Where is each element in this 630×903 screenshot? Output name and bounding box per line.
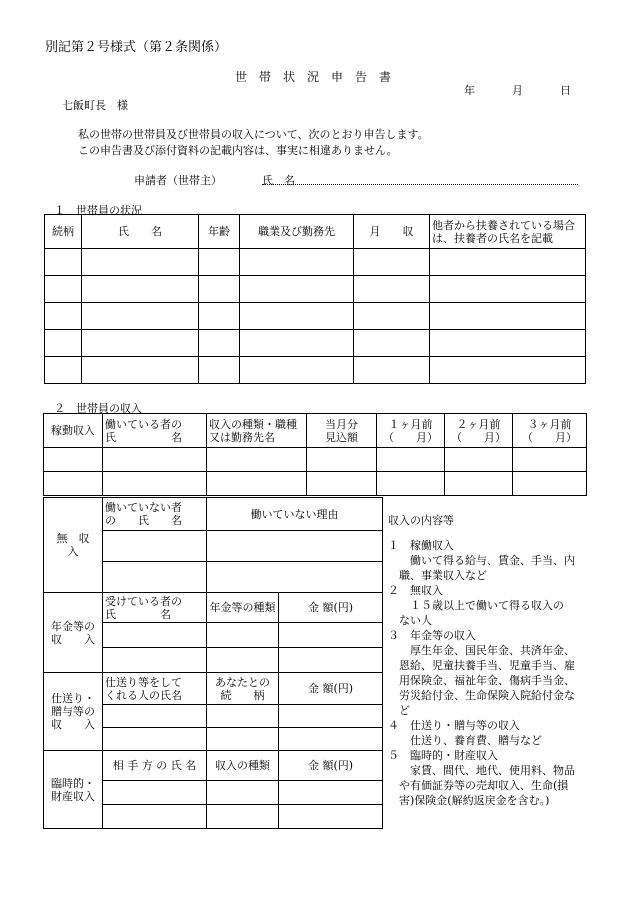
intro-line-1: 私の世帯の世帯員及び世帯員の収入について、次のとおり申告します。 (78, 128, 429, 141)
note-line: 仕送り、養育費、贈与など (388, 734, 542, 747)
work-header-worker: 働いている者の 氏 名 (103, 414, 207, 448)
work-header-type: 収入の種類・職種 又は勤務先名 (207, 414, 307, 448)
header-monthly-income: 月 収 (354, 215, 430, 249)
applicant-label: 申請者（世帯主） (134, 174, 222, 187)
remittance-header-name: 仕送り等をして くれる人の氏名 (103, 673, 207, 705)
name-field[interactable] (262, 184, 578, 185)
table-row[interactable] (45, 249, 586, 276)
header-supporter: 他者から扶養されている場合は、扶養者の氏名を記載 (430, 215, 586, 249)
work-income-table (43, 413, 587, 496)
pension-header-amount: 金 額(円) (279, 593, 383, 623)
note-line: や有価証券等の売却収入、生命(損 (388, 779, 569, 792)
work-header-month1: １ヶ月前 （ 月） (377, 414, 445, 448)
note-line: ４ 仕送り・贈与等の収入 (388, 719, 520, 732)
household-members-table (44, 214, 586, 384)
temporary-income-table (43, 750, 383, 829)
note-line: 害)保険金(解約返戻金を含む。) (388, 794, 550, 807)
page-title: 世 帯 状 況 申 告 書 (235, 70, 392, 84)
table-row[interactable] (44, 448, 587, 472)
section2-heading: ２ 世帯員の収入 (54, 402, 142, 415)
note-line: 恩給、児童扶養手当、児童手当、雇 (388, 659, 575, 672)
note-line: ３ 年金等の収入 (388, 629, 476, 642)
table-row[interactable] (45, 330, 586, 357)
work-header-current: 当月分 見込額 (307, 414, 377, 448)
temporary-header-amount: 金 額(円) (279, 751, 383, 781)
remittance-table (43, 672, 383, 751)
note-line: ど (388, 704, 410, 717)
remittance-category: 仕送り・ 贈与等の 収 入 (44, 673, 103, 751)
note-line: 職、事業収入など (388, 569, 487, 582)
form-number: 別記第２号様式（第２条関係） (45, 40, 228, 55)
remittance-header-amount: 金 額(円) (279, 673, 383, 705)
table-row[interactable] (44, 472, 587, 496)
no-income-header-name: 働いていない者 の 氏 名 (103, 498, 207, 531)
date-year: 年 (464, 84, 475, 97)
note-line: ２ 無収入 (388, 584, 443, 597)
no-income-table (43, 497, 383, 593)
table-row[interactable] (45, 276, 586, 303)
note-line: ５ 臨時的・財産収入 (388, 749, 498, 762)
note-line: 家賃、間代、地代、使用料、物品 (388, 764, 575, 777)
note-line: 働いて得る給与、賃金、手当、内 (388, 554, 575, 567)
note-line: 厚生年金、国民年金、共済年金、 (388, 644, 575, 657)
note-line: １５歳以上で働いて得る収入の (388, 599, 564, 612)
pension-category: 年金等の 収 入 (44, 593, 103, 673)
work-header-month3: ３ヶ月前 （ 月） (513, 414, 587, 448)
no-income-category: 無 収 入 (44, 498, 103, 593)
notes-list (388, 538, 575, 808)
pension-header-type: 年金等の種類 (207, 593, 279, 623)
header-age: 年齢 (199, 215, 240, 249)
header-relation: 続柄 (45, 215, 82, 249)
note-line: 用保険金、福祉年金、傷病手当金、 (388, 674, 575, 687)
pension-header-name: 受けている者の 氏 名 (103, 593, 207, 623)
no-income-header-reason: 働いていない理由 (207, 498, 383, 531)
table-row[interactable] (45, 303, 586, 330)
temporary-category: 臨時的・ 財産収入 (44, 751, 103, 829)
addressee: 七飯町長 様 (62, 99, 128, 112)
date-day: 日 (560, 84, 571, 97)
remittance-header-relation: あなたとの 続 柄 (207, 673, 279, 705)
name-label: 氏 名 (262, 174, 295, 187)
section1-heading: １ 世帯員の状況 (54, 204, 142, 217)
header-name: 氏 名 (82, 215, 199, 249)
header-occupation: 職業及び勤務先 (240, 215, 354, 249)
table-row[interactable] (45, 357, 586, 384)
temporary-header-name: 相 手 方 の 氏 名 (103, 751, 207, 781)
work-header-month2: ２ヶ月前 （ 月） (445, 414, 513, 448)
intro-line-2: この申告書及び添付資料の記載内容は、事実に相違ありません。 (78, 144, 398, 157)
notes-title: 収入の内容等 (388, 514, 454, 527)
note-line: １ 稼働収入 (388, 539, 454, 552)
note-line: 労災給付金、生命保険入院給付金な (388, 689, 575, 702)
note-line: ない人 (388, 614, 432, 627)
date-month: 月 (512, 84, 523, 97)
pension-table (43, 592, 383, 673)
temporary-header-type: 収入の種類 (207, 751, 279, 781)
work-category: 稼動収入 (44, 414, 103, 448)
